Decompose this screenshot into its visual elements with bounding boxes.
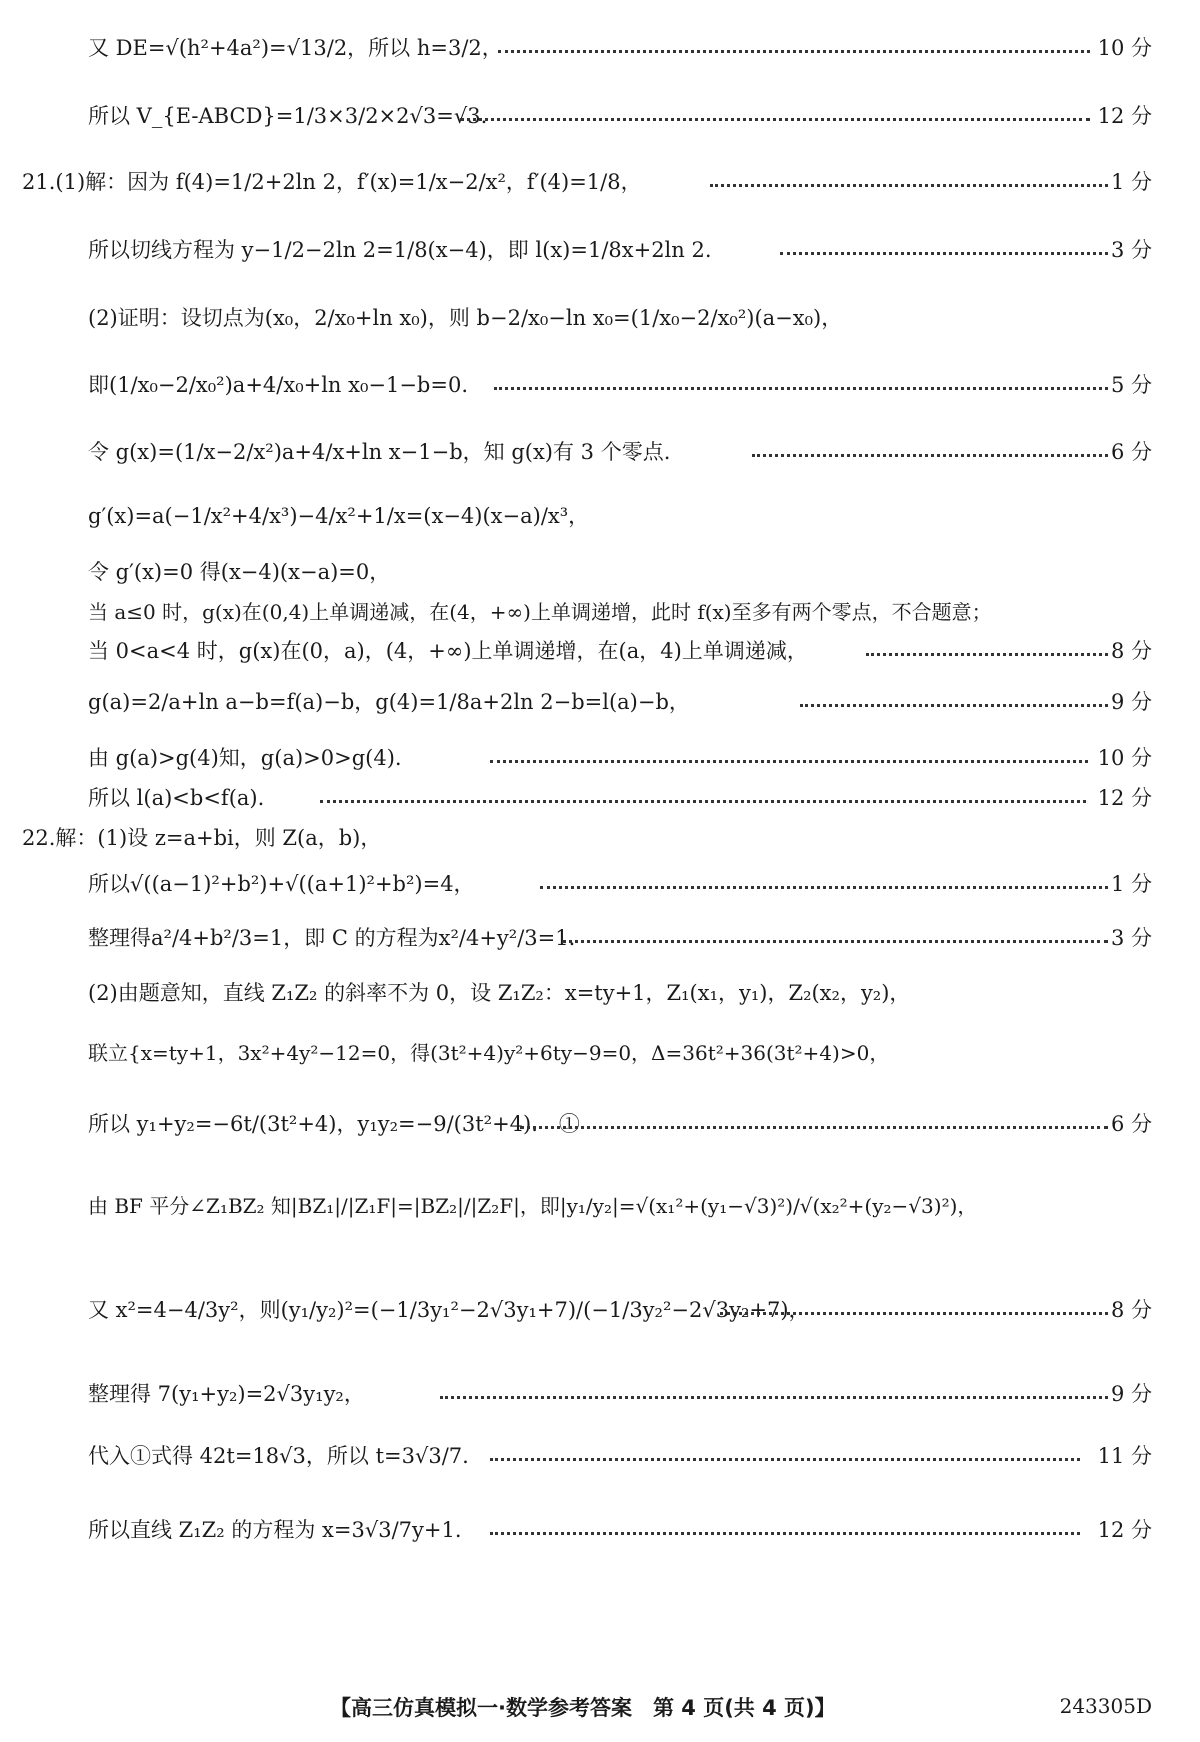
line-text: 所以 l(a)<b<f(a). (88, 786, 265, 810)
leader-dots (710, 184, 1108, 187)
line-text: 当 0<a<4 时，g(x)在(0，a)，(4，+∞)上单调递增，在(a，4)上单调递减， (88, 639, 808, 663)
score-label: 5 分 (1110, 373, 1152, 397)
page-footer-title: 【高三仿真模拟一·数学参考答案 第 4 页(共 4 页)】 (330, 1696, 836, 1720)
leader-dots (494, 387, 1108, 390)
line-text: 由 BF 平分∠Z₁BZ₂ 知|BZ₁|/|Z₁F|=|BZ₂|/|Z₂F|，即|y₁/y₂|=√(x₁²+(y₁−√3)²)/√(x₂²+(y₂−√3)²)， (88, 1194, 978, 1218)
score-label: 12 分 (1097, 104, 1152, 128)
score-label: 12 分 (1097, 1518, 1152, 1542)
score-label: 8 分 (1110, 1298, 1152, 1322)
leader-dots (490, 1532, 1080, 1535)
score-label: 11 分 (1097, 1444, 1152, 1468)
leader-dots (490, 760, 1088, 763)
leader-dots (540, 886, 1108, 889)
leader-dots (780, 252, 1108, 255)
line-text: 令 g′(x)=0 得(x−4)(x−a)=0， (88, 560, 391, 584)
score-label: 10 分 (1097, 746, 1152, 770)
score-label: 8 分 (1110, 639, 1152, 663)
leader-dots (752, 454, 1108, 457)
line-text: g′(x)=a(−1/x²+4/x³)−4/x²+1/x=(x−4)(x−a)/x³， (88, 504, 590, 528)
line-text: 所以√((a−1)²+b²)+√((a+1)²+b²)=4， (88, 872, 475, 896)
line-text: g(a)=2/a+ln a−b=f(a)−b，g(4)=1/8a+2ln 2−b=l(a)−b， (88, 690, 690, 714)
line-text: 21.(1)解：因为 f(4)=1/2+2ln 2，f′(x)=1/x−2/x²，f′(4)=1/8， (22, 170, 642, 194)
leader-dots (440, 1396, 1108, 1399)
line-text: 当 a≤0 时，g(x)在(0,4)上单调递减，在(4，+∞)上单调递增，此时 f(x)至多有两个零点，不合题意； (88, 600, 992, 624)
line-text: 所以直线 Z₁Z₂ 的方程为 x=3√3/7y+1. (88, 1518, 462, 1542)
line-text: (2)由题意知，直线 Z₁Z₂ 的斜率不为 0，设 Z₁Z₂：x=ty+1，Z₁(x₁，y₁)，Z₂(x₂，y₂)， (88, 981, 911, 1005)
line-text: 所以 V_{E-ABCD}=1/3×3/2×2√3=√3. (88, 104, 488, 128)
leader-dots (800, 704, 1108, 707)
leader-dots (866, 653, 1108, 656)
leader-dots (720, 1312, 1108, 1315)
line-text: 代入①式得 42t=18√3，所以 t=3√3/7. (88, 1444, 469, 1468)
page-footer-code: 243305D (1059, 1694, 1152, 1718)
line-text: 令 g(x)=(1/x−2/x²)a+4/x+ln x−1−b，知 g(x)有 3 个零点. (88, 440, 671, 464)
score-label: 6 分 (1110, 440, 1152, 464)
line-text: 整理得a²/4+b²/3=1，即 C 的方程为x²/4+y²/3=1. (88, 926, 576, 950)
leader-dots (562, 940, 1108, 943)
line-text: 所以 y₁+y₂=−6t/(3t²+4)，y₁y₂=−9/(3t²+4). ① (88, 1112, 580, 1136)
score-label: 6 分 (1110, 1112, 1152, 1136)
score-label: 3 分 (1110, 926, 1152, 950)
leader-dots (460, 118, 1090, 121)
score-label: 9 分 (1110, 1382, 1152, 1406)
line-text: 又 DE=√(h²+4a²)=√13/2，所以 h=3/2， (88, 36, 503, 60)
line-text: 整理得 7(y₁+y₂)=2√3y₁y₂， (88, 1382, 365, 1406)
line-text: 22.解：(1)设 z=a+bi，则 Z(a，b)， (22, 826, 382, 850)
line-text: 又 x²=4−4/3y²，则(y₁/y₂)²=(−1/3y₁²−2√3y₁+7)/(−1/3y₂²−2√3y₂+7)， (88, 1298, 810, 1322)
score-label: 1 分 (1110, 170, 1152, 194)
score-label: 10 分 (1097, 36, 1152, 60)
score-label: 9 分 (1110, 690, 1152, 714)
line-text: (2)证明：设切点为(x₀，2/x₀+ln x₀)，则 b−2/x₀−ln x₀=(1/x₀−2/x₀²)(a−x₀)， (88, 306, 843, 330)
leader-dots (520, 1126, 1108, 1129)
line-text: 所以切线方程为 y−1/2−2ln 2=1/8(x−4)，即 l(x)=1/8x+2ln 2. (88, 238, 712, 262)
score-label: 12 分 (1097, 786, 1152, 810)
leader-dots (498, 50, 1090, 53)
line-text: 联立{x=ty+1，3x²+4y²−12=0，得(3t²+4)y²+6ty−9=0，Δ=36t²+36(3t²+4)>0， (88, 1041, 890, 1065)
score-label: 1 分 (1110, 872, 1152, 896)
leader-dots (490, 1458, 1080, 1461)
score-label: 3 分 (1110, 238, 1152, 262)
line-text: 由 g(a)>g(4)知，g(a)>0>g(4). (88, 746, 402, 770)
leader-dots (320, 800, 1086, 803)
line-text: 即(1/x₀−2/x₀²)a+4/x₀+ln x₀−1−b=0. (88, 373, 469, 397)
